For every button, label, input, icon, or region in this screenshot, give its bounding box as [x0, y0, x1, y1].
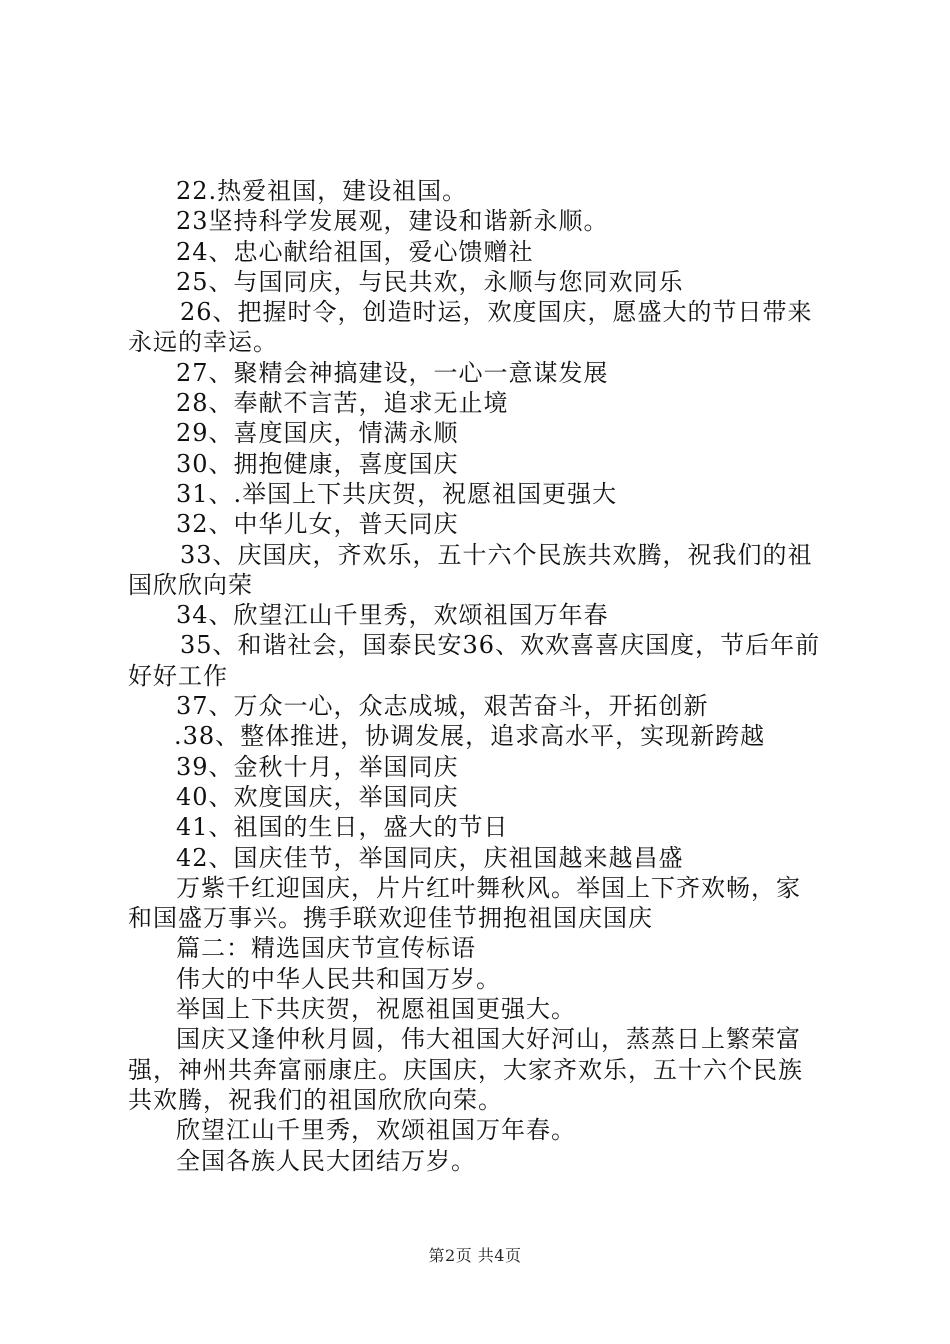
text-line: 全国各族人民大团结万岁。 [176, 1146, 476, 1175]
page-footer: 第2页 共4页 [428, 1246, 522, 1265]
text-line: 强，神州共奔富丽康庄。庆国庆，大家齐欢乐，五十六个民族 [128, 1055, 803, 1084]
text-line: 32、中华儿女，普天同庆 [176, 510, 459, 539]
text-line: 37、万众一心，众志成城，艰苦奋斗，开拓创新 [176, 692, 709, 721]
text-line: 万紫千红迎国庆，片片红叶舞秋风。举国上下齐欢畅，家 [176, 873, 801, 902]
text-line: 伟大的中华人民共和国万岁。 [176, 964, 501, 993]
text-line: 和国盛万事兴。携手联欢迎佳节拥抱祖国庆国庆 [128, 904, 653, 933]
text-line: 23坚持科学发展观，建设和谐新永顺。 [176, 207, 609, 236]
text-line: 27、聚精会神搞建设，一心一意谋发展 [176, 358, 609, 387]
text-line: 22.热爱祖国，建设祖国。 [176, 177, 468, 205]
document-body [128, 176, 838, 1176]
text-line: 30、拥抱健康，喜度国庆 [176, 449, 459, 478]
text-line: 欣望江山千里秀，欢颂祖国万年春。 [176, 1116, 576, 1145]
text-line: .38、整体推进，协调发展，追求高水平，实现新跨越 [174, 722, 766, 751]
text-line: 42、国庆佳节，举国同庆，庆祖国越来越昌盛 [176, 843, 684, 872]
text-line: 33、庆国庆，齐欢乐，五十六个民族共欢腾，祝我们的祖 [180, 540, 813, 569]
section-heading: 篇二：精选国庆节宣传标语 [176, 934, 476, 963]
text-line: 好好工作 [128, 661, 228, 690]
text-line: 34、欣望江山千里秀，欢颂祖国万年春 [176, 601, 609, 630]
text-line: 永远的幸运。 [128, 328, 278, 357]
text-line: 29、喜度国庆，情满永顺 [176, 419, 459, 448]
text-line: 共欢腾，祝我们的祖国欣欣向荣。 [128, 1085, 503, 1114]
text-line: 国欣欣向荣 [128, 570, 253, 599]
text-line: 40、欢度国庆，举国同庆 [176, 782, 459, 811]
text-line: 41、祖国的生日，盛大的节日 [176, 813, 509, 842]
text-line: 26、把握时令，创造时运，欢度国庆，愿盛大的节日带来 [180, 298, 813, 327]
text-line: 28、奉献不言苦，追求无止境 [176, 389, 509, 418]
text-line: 35、和谐社会，国泰民安36、欢欢喜喜庆国度，节后年前 [180, 631, 821, 660]
text-line: 24、忠心献给祖国，爱心馈赠社 [176, 237, 534, 266]
text-line: 31、.举国上下共庆贺，祝愿祖国更强大 [176, 479, 618, 508]
text-line: 国庆又逢仲秋月圆，伟大祖国大好河山，蒸蒸日上繁荣富 [176, 1025, 801, 1054]
text-line: 25、与国同庆，与民共欢，永顺与您同欢同乐 [176, 267, 684, 296]
text-line: 39、金秋十月，举国同庆 [176, 752, 459, 781]
text-line: 举国上下共庆贺，祝愿祖国更强大。 [176, 995, 576, 1024]
